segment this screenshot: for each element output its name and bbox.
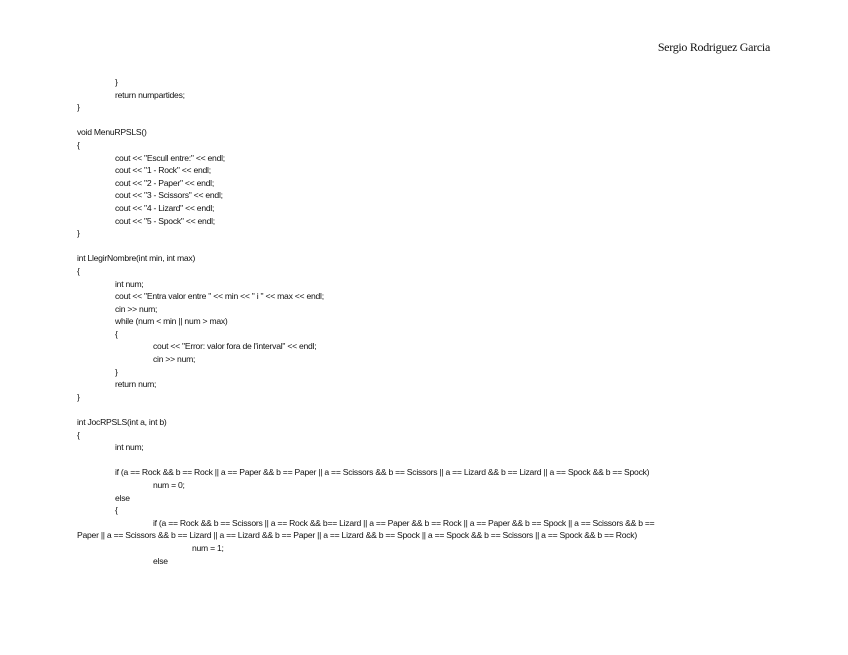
code-line: { (77, 429, 80, 440)
code-line: cout << "Error: valor fora de l'interval" << endl; (153, 341, 317, 352)
code-line: int num; (115, 278, 144, 289)
blank-line (77, 240, 777, 253)
blank-line (77, 114, 777, 127)
code-line: cout << "Escull entre:" << endl; (115, 152, 225, 163)
code-line: while (num < min || num > max) (115, 316, 228, 327)
code-line: { (77, 265, 80, 276)
code-line: } (77, 228, 80, 239)
code-line: int LlegirNombre(int min, int max) (77, 253, 196, 264)
code-line: int num; (115, 442, 144, 453)
code-line: Paper || a == Scissors && b == Lizard || a == Lizard && b == Paper || a == Lizard && b == Spock || a == Spock && b == Scissors || a == Spock && b == Rock) (77, 530, 637, 541)
code-line: if (a == Rock && b == Rock || a == Paper && b == Paper || a == Scissors && b == Scissors || a == Lizard && b == Lizard || a == Spock && b == Spock) (115, 467, 650, 478)
code-line: } (77, 391, 80, 402)
code-line: } (115, 366, 118, 377)
blank-line (77, 454, 777, 467)
code-listing (77, 76, 777, 567)
code-line: cin >> num; (153, 354, 196, 365)
code-line: return num; (115, 379, 157, 390)
code-line: else (153, 555, 168, 566)
code-line: { (115, 328, 118, 339)
blank-line (77, 403, 777, 416)
code-line: } (115, 77, 118, 87)
code-line: return numpartides; (115, 89, 185, 100)
code-line: cout << "5 - Spock" << endl; (115, 215, 215, 226)
code-line: } (77, 102, 80, 113)
code-line: int JocRPSLS(int a, int b) (77, 417, 167, 428)
code-line: if (a == Rock && b == Scissors || a == Rock && b== Lizard || a == Paper && b == Rock || a == Paper && b == Spock || a == Scissors && b == (153, 517, 655, 528)
code-line: cout << "4 - Lizard" << endl; (115, 202, 215, 213)
code-line: num = 0; (153, 480, 185, 490)
code-line: cout << "1 - Rock" << endl; (115, 165, 211, 176)
code-line: cin >> num; (115, 303, 158, 314)
code-line: { (115, 505, 118, 516)
author-name-header: Sergio Rodriguez Garcia (657, 40, 770, 54)
code-line: cout << "Entra valor entre " << min << " i " << max << endl; (115, 291, 324, 302)
code-line: cout << "3 - Scissors" << endl; (115, 190, 223, 201)
code-line: else (115, 492, 130, 503)
code-line: cout << "2 - Paper" << endl; (115, 177, 214, 188)
code-line: void MenuRPSLS() (77, 127, 147, 138)
code-line: { (77, 139, 80, 150)
code-line: num = 1; (192, 542, 224, 553)
